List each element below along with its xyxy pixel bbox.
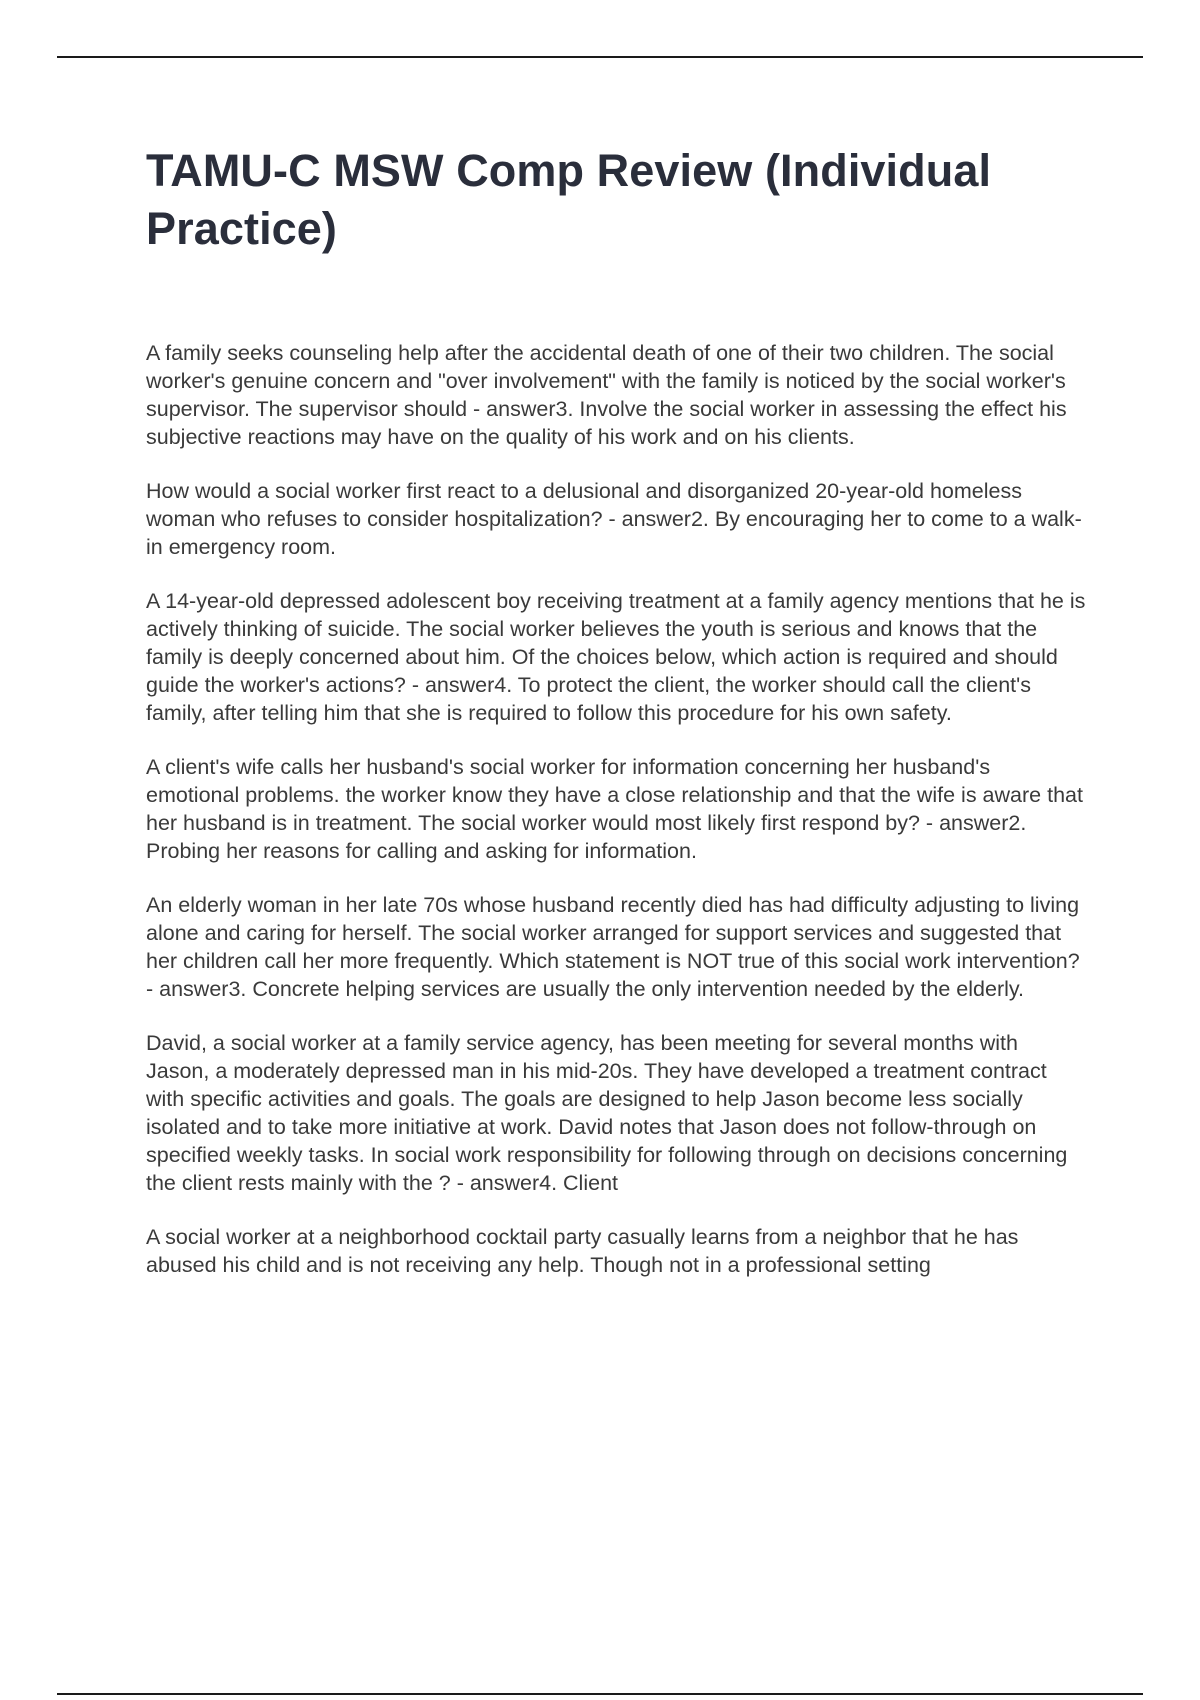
qa-item: David, a social worker at a family service agency, has been meeting for several months with Jason, a moderately depressed man in his mid-20s. They have developed a treatment contract with specific activities and goals. The goals are designed to help Jason become less socially isolated and to take more initiative at work. David notes that Jason does not follow-through on specified weekly tasks. In social work responsibility for following through on decisions concerning the client rests mainly with the ? - answer4. Client — [146, 1031, 1068, 1195]
qa-item: A client's wife calls her husband's social worker for information concerning her husband's emotional problems. the worker know they have a close relationship and that the wife is aware that her husband is in treatment. The social worker would most likely first respond by? - answer2. Probing her reasons for calling and asking for information. — [146, 755, 1083, 863]
qa-item: A family seeks counseling help after the accidental death of one of their two children. The social worker's genuine concern and "over involvement" with the family is noticed by the social worker's supervisor. The supervisor should - answer3. Involve the social worker in assessing the effect his subjective reactions may have on the quality of his work and on his clients. — [146, 341, 1067, 449]
top-rule — [57, 56, 1143, 58]
qa-item: A 14-year-old depressed adolescent boy receiving treatment at a family agency mentions that he is actively thinking of suicide. The social worker believes the youth is serious and knows that the family is deeply concerned about him. Of the choices below, which action is required and should guide the worker's actions? - answer4. To protect the client, the worker should call the client's family, after telling him that she is required to follow this procedure for his own safety. — [146, 589, 1086, 725]
qa-item: A social worker at a neighborhood cocktail party casually learns from a neighbor that he has abused his child and is not receiving any help. Though not in a professional setting — [146, 1225, 1019, 1277]
qa-list — [146, 339, 1086, 1305]
bottom-rule — [57, 1693, 1143, 1695]
qa-item: An elderly woman in her late 70s whose husband recently died has had difficulty adjusting to living alone and caring for herself. The social worker arranged for support services and suggested that her children call her more frequently. Which statement is NOT true of this social work intervention? - answer3. Concrete helping services are usually the only intervention needed by the elderly. — [146, 893, 1080, 1001]
document-title: TAMU-C MSW Comp Review (Individual Practice) — [146, 145, 992, 254]
qa-item: How would a social worker first react to a delusional and disorganized 20-year-old homeless woman who refuses to consider hospitalization? - answer2. By encouraging her to come to a walk-in emergency room. — [146, 479, 1082, 559]
